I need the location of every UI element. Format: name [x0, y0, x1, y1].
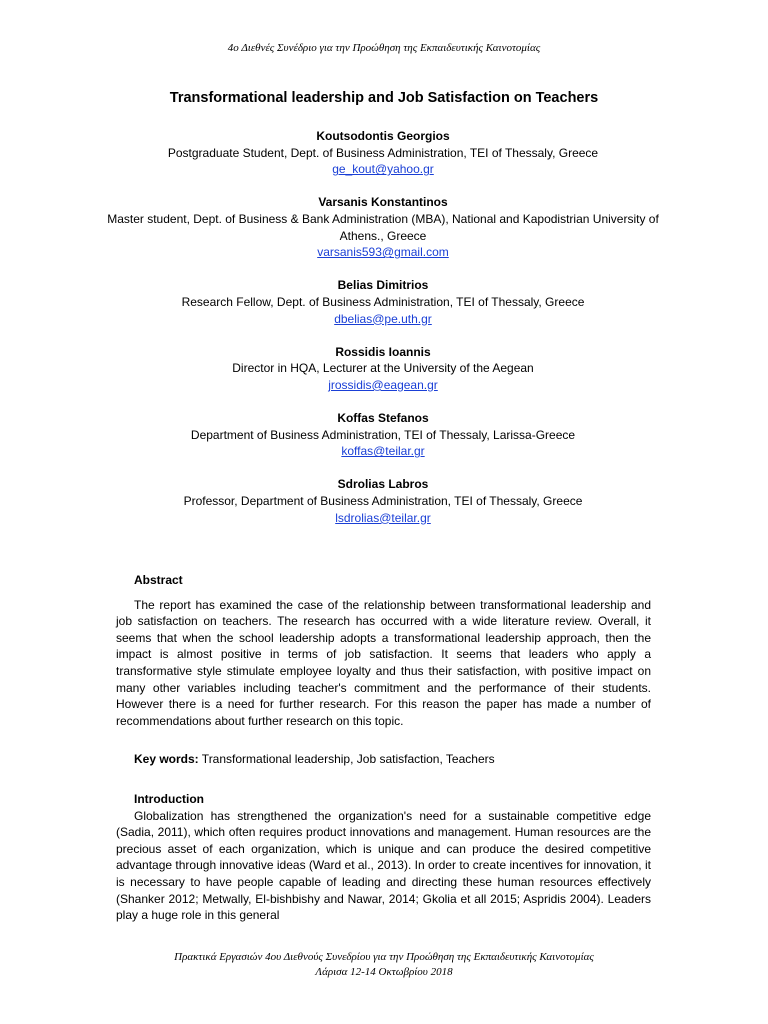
author-block — [100, 194, 666, 260]
author-affiliation: Professor, Department of Business Administration, TEI of Thessaly, Greece — [183, 494, 583, 509]
abstract-section — [116, 572, 651, 729]
keywords-section — [116, 751, 651, 768]
author-email-link[interactable]: ge_kout@yahoo.gr — [332, 162, 434, 177]
author-email-link[interactable]: dbelias@pe.uth.gr — [334, 311, 432, 326]
author-affiliation: Postgraduate Student, Dept. of Business Administration, TEI of Thessaly, Greece — [167, 145, 599, 160]
introduction-section — [116, 791, 651, 924]
author-name: Sdrolias Labros — [337, 477, 429, 492]
keywords-text: Transformational leadership, Job satisfaction, Teachers — [198, 752, 495, 766]
introduction-heading: Introduction — [134, 792, 204, 806]
author-email-link[interactable]: varsanis593@gmail.com — [317, 245, 449, 260]
author-name: Koffas Stefanos — [337, 411, 429, 426]
author-block — [100, 476, 666, 526]
introduction-text: Globalization has strengthened the organization's need for a sustainable competitive edge (Sadia, 2011), which often requires product innovations and management. Human resources are the precious asset of each organization, which is unique and can produce the desired competitive advantage through innovative ideas (Ward et al., 2013). In order to create incentives for innovation, it is necessary to have people capable of leading and directing these human resources effectively (Shanker 2012; Metwally, El-bishbishy and Nawar, 2014; Gkolia et all 2015; Aspridis 2004). Leaders play a huge role in this general — [116, 808, 651, 923]
author-name: Varsanis Konstantinos — [318, 195, 448, 210]
author-email-link[interactable]: jrossidis@eagean.gr — [328, 377, 438, 392]
author-block — [100, 410, 666, 460]
running-footer — [0, 950, 768, 980]
author-block — [100, 128, 666, 178]
paper-title: Transformational leadership and Job Satisfaction on Teachers — [169, 90, 599, 106]
author-list — [100, 128, 666, 543]
author-block — [100, 277, 666, 327]
author-email-link[interactable]: koffas@teilar.gr — [341, 444, 425, 459]
author-email-link[interactable]: lsdrolias@teilar.gr — [335, 510, 431, 525]
keywords-line — [116, 751, 651, 768]
author-name: Koutsodontis Georgios — [316, 129, 450, 143]
author-affiliation: Department of Business Administration, TEI of Thessaly, Larissa-Greece — [190, 427, 576, 442]
abstract-heading: Abstract — [134, 573, 183, 587]
footer-location-date: Λάρισα 12-14 Οκτωβρίου 2018 — [315, 966, 453, 978]
author-block — [100, 344, 666, 394]
footer-proceedings: Πρακτικά Εργασιών 4ου Διεθνούς Συνεδρίου για την Προώθηση της Εκπαιδευτικής Καινοτομίας — [174, 951, 594, 963]
keywords-label: Key words: — [134, 752, 199, 766]
author-name: Rossidis Ioannis — [335, 344, 431, 359]
abstract-text: The report has examined the case of the relationship between transformational leadership and job satisfaction on teachers. The research has occurred with a wide literature review. Overall, it seems that when the school leadership adopts a transformational leadership approach, then the impact is almost positive in terms of job satisfaction. It seems that leaders who apply a transformative style stimulate employee loyalty and thus their satisfaction, with positive impact on many other variables including teacher's commitment and the performance of their students. However there is a need for further research. For this reason the paper has made a number of recommendations about further research on this topic. — [116, 597, 651, 728]
author-name: Belias Dimitrios — [337, 278, 429, 293]
author-affiliation: Research Fellow, Dept. of Business Administration, TEI of Thessaly, Greece — [181, 294, 585, 309]
running-header: 4ο Διεθνές Συνέδριο για την Προώθηση της Εκπαιδευτικής Καινοτομίας — [227, 42, 541, 54]
author-affiliation: Director in HQA, Lecturer at the University of the Aegean — [232, 361, 534, 376]
author-affiliation: Master student, Dept. of Business & Bank Administration (MBA), National and Kapodistrian University of Athens., Greece — [107, 211, 659, 243]
